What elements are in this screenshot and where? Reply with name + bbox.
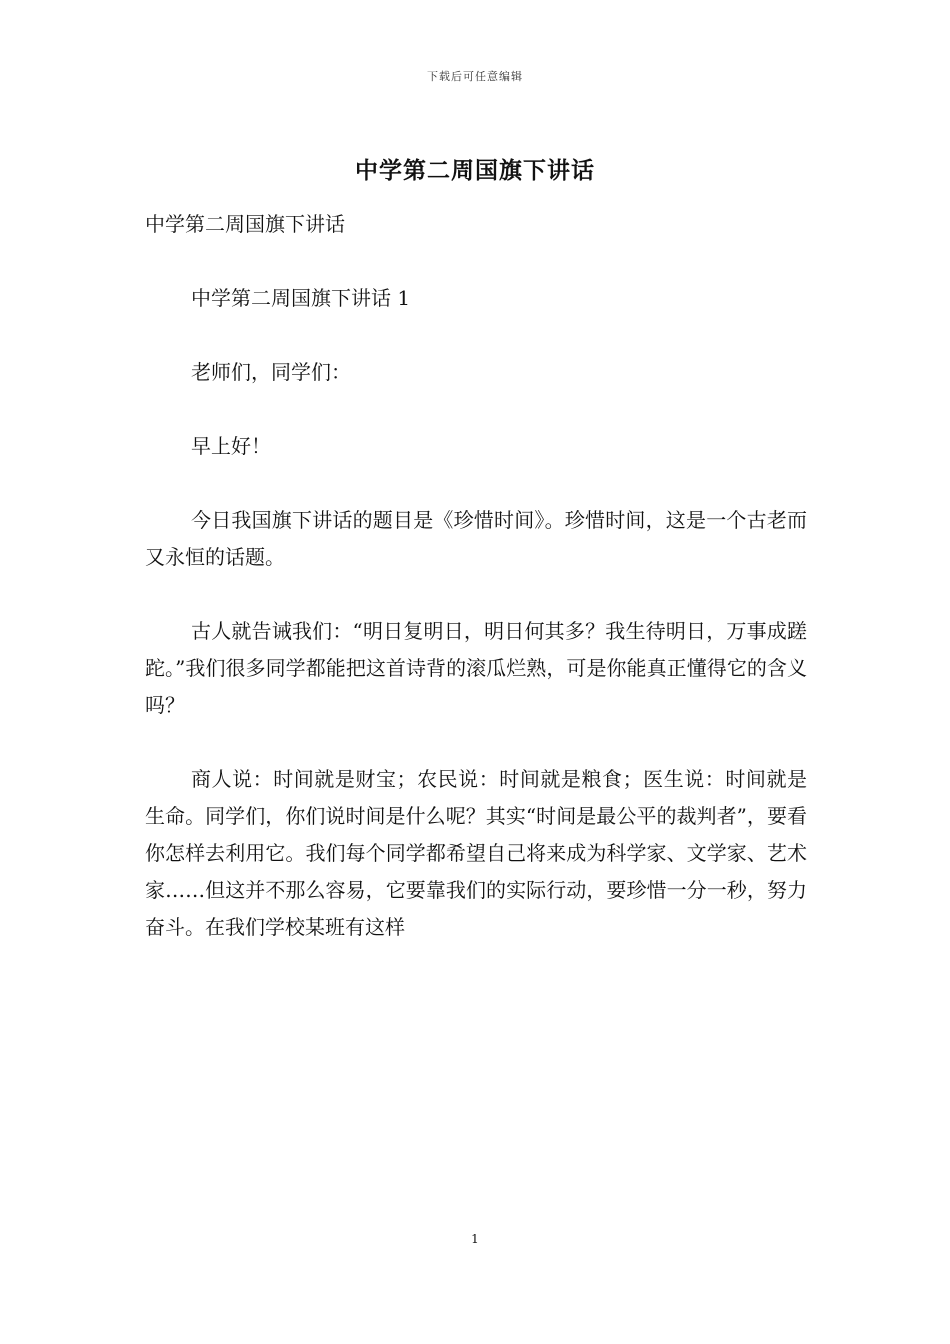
header-note: 下载后可任意编辑 <box>427 70 523 83</box>
body-paragraph: 早上好！ <box>191 434 271 458</box>
body-paragraph: 老师们，同学们： <box>191 360 351 384</box>
page-number: 1 <box>471 1232 479 1246</box>
document-body <box>145 206 807 983</box>
body-paragraph: 古人就告诫我们：“明日复明日，明日何其多？我生待明日，万事成蹉跎。”我们很多同学都能把这首诗背的滚瓜烂熟，可是你能真正懂得它的含义吗？ <box>145 619 807 717</box>
subtitle-paragraph: 中学第二周国旗下讲话 <box>145 212 345 236</box>
body-paragraph: 中学第二周国旗下讲话 1 <box>191 286 411 310</box>
document-title: 中学第二周国旗下讲话 <box>355 157 595 184</box>
body-paragraph: 今日我国旗下讲话的题目是《珍惜时间》。珍惜时间，这是一个古老而又永恒的话题。 <box>145 508 807 569</box>
body-paragraph: 商人说：时间就是财宝；农民说：时间就是粮食；医生说：时间就是生命。同学们，你们说时间是什么呢？其实“时间是最公平的裁判者”，要看你怎样去利用它。我们每个同学都希望自己将来成为科学家、文学家、艺术家……但这并不那么容易，它要靠我们的实际行动，要珍惜一分一秒，努力奋斗。在我们学校某班有这样 <box>145 767 807 939</box>
